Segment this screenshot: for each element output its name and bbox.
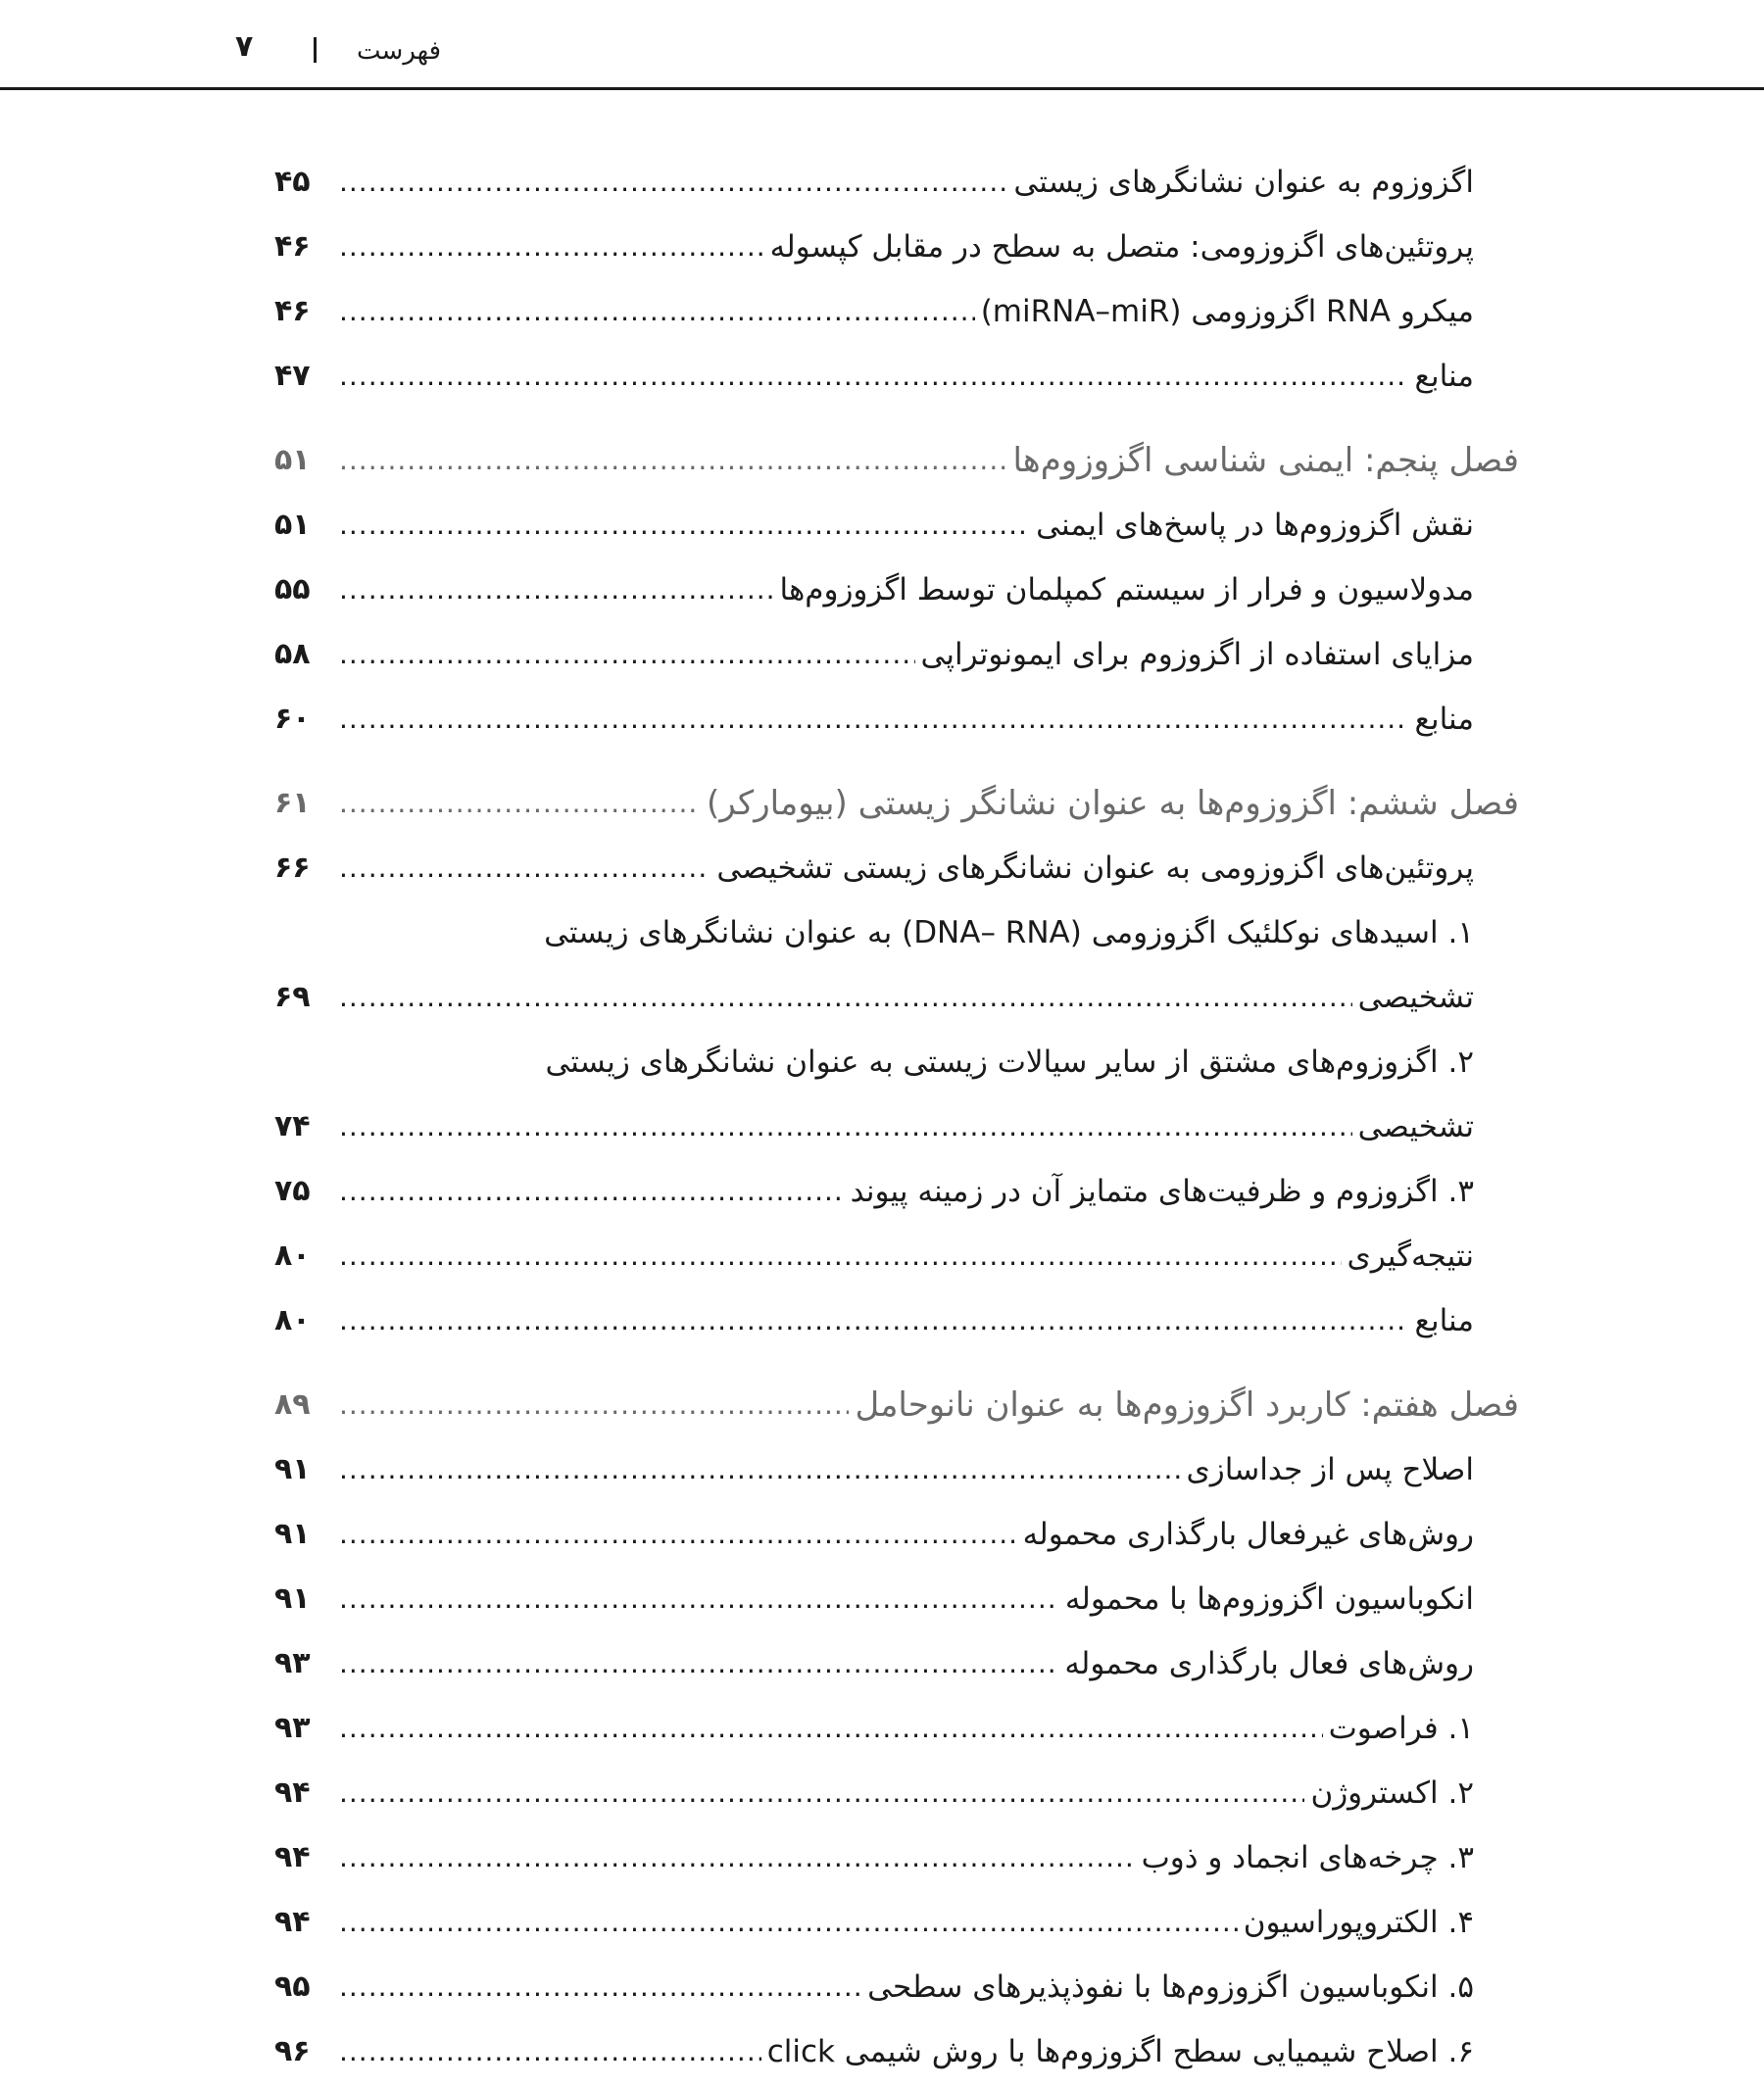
- chapter-page: ۶۱: [274, 786, 311, 820]
- toc-entry-page: ۹۱: [274, 1452, 311, 1486]
- leader-dots: [339, 1903, 1238, 1942]
- toc-entry-title: مزایای استفاده از اگزوزوم برای ایمونوتراپی: [920, 637, 1474, 672]
- toc-entry[interactable]: [274, 1425, 1519, 1489]
- leader-dots: [339, 1644, 1058, 1683]
- toc-entry-title: نتیجه‌گیری: [1347, 1239, 1474, 1274]
- toc-entry-title: ۲. اگزوزوم‌های مشتق از سایر سیالات زیستی به عنوان نشانگرهای زیستی: [545, 1044, 1474, 1080]
- table-of-contents: [274, 137, 1519, 2089]
- toc-chapter-heading[interactable]: [274, 415, 1519, 480]
- toc-entry-title-continued: تشخیصی: [1357, 980, 1474, 1015]
- toc-entry[interactable]: [274, 202, 1519, 267]
- leader-dots: [339, 849, 710, 888]
- toc-entry-page: ۶۹: [274, 980, 311, 1014]
- toc-entry-title: ۳. چرخه‌های انجماد و ذوب: [1141, 1840, 1474, 1875]
- toc-entry-title: ۶. اصلاح شیمیایی سطح اگزوزوم‌ها با روش شیمی click: [766, 2034, 1474, 2069]
- toc-entry[interactable]: [274, 609, 1519, 674]
- toc-entry-page: ۸۰: [274, 1239, 311, 1273]
- toc-entry-page: ۴۶: [274, 229, 311, 264]
- leader-dots: [339, 570, 774, 609]
- toc-entry[interactable]: [274, 1683, 1519, 1748]
- chapter-page: ۵۱: [274, 443, 311, 477]
- leader-dots: [339, 441, 1006, 480]
- leader-dots: [339, 1172, 845, 1211]
- toc-entry-title-continued: تشخیصی: [1357, 1109, 1474, 1144]
- toc-entry-page: ۴۶: [274, 294, 311, 328]
- toc-entry-page: ۷۴: [274, 1109, 311, 1143]
- toc-entry[interactable]: [274, 1276, 1519, 1340]
- toc-entry-page: ۹۴: [274, 1905, 311, 1939]
- chapter-page: ۸۹: [274, 1387, 311, 1422]
- toc-entry-title: منابع: [1414, 702, 1474, 737]
- toc-entry[interactable]: [274, 267, 1519, 331]
- toc-entry-title: منابع: [1414, 1303, 1474, 1338]
- leader-dots: [339, 1968, 861, 2007]
- toc-entry-title: میکرو RNA اگزوزومی (miRNA–miR): [980, 294, 1474, 329]
- toc-entry[interactable]: [274, 1619, 1519, 1683]
- chapter-title: فصل ششم: اگزوزوم‌ها به عنوان نشانگر زیستی (بیومارکر): [707, 784, 1519, 823]
- toc-entry[interactable]: [274, 1146, 1519, 1211]
- leader-dots: [339, 1450, 1181, 1489]
- toc-entry-title: ۱. فراصوت: [1328, 1711, 1474, 1746]
- leader-dots: [339, 700, 1408, 739]
- toc-entry-page: ۶۰: [274, 702, 311, 736]
- toc-entry-title: روش‌های فعال بارگذاری محموله: [1064, 1646, 1474, 1681]
- toc-entry-title: اصلاح پس از جداسازی: [1186, 1452, 1474, 1487]
- toc-entry-title: ۳. اگزوزوم و ظرفیت‌های متمایز آن در زمینه پیوند: [850, 1174, 1474, 1209]
- toc-entry-title: ۲. اکستروژن: [1310, 1775, 1474, 1811]
- leader-dots: [339, 227, 764, 267]
- toc-entry[interactable]: [274, 545, 1519, 609]
- toc-entry[interactable]: [274, 137, 1519, 202]
- toc-entry-page: ۹۶: [274, 2034, 311, 2068]
- toc-entry-title: ۱. اسیدهای نوکلئیک اگزوزومی (DNA– RNA) به عنوان نشانگرهای زیستی: [544, 915, 1474, 950]
- leader-dots: [339, 1301, 1408, 1340]
- toc-entry-page: ۶۶: [274, 850, 311, 885]
- toc-entry[interactable]: [274, 1813, 1519, 1877]
- leader-dots: [339, 357, 1408, 396]
- toc-chapter-7: [274, 1360, 1519, 2071]
- toc-entry-title: منابع: [1414, 359, 1474, 394]
- toc-entry-page: ۹۳: [274, 1711, 311, 1745]
- toc-entry-page: ۵۸: [274, 637, 311, 671]
- leader-dots: [339, 1709, 1323, 1748]
- toc-entry-title: مدولاسیون و فرار از سیستم کمپلمان توسط اگزوزوم‌ها: [779, 572, 1474, 607]
- toc-entry-title: ۵. انکوباسیون اگزوزوم‌ها با نفوذپذیرهای سطحی: [867, 1969, 1474, 2005]
- toc-entry[interactable]: [274, 823, 1519, 888]
- header-page-number: ۷: [235, 29, 254, 64]
- leader-dots: [339, 635, 915, 674]
- toc-entry[interactable]: [274, 1748, 1519, 1813]
- leader-dots: [339, 163, 1007, 202]
- leader-dots: [339, 2032, 761, 2071]
- toc-entry-page: ۵۵: [274, 572, 311, 607]
- toc-entry-line1[interactable]: [274, 1017, 1519, 1082]
- header-separator: [314, 37, 317, 63]
- page-header: [0, 0, 1764, 90]
- toc-entry-title: ۴. الکتروپوراسیون: [1243, 1905, 1474, 1940]
- leader-dots: [339, 506, 1030, 545]
- toc-entry[interactable]: [274, 2007, 1519, 2071]
- toc-entry-line1[interactable]: [274, 888, 1519, 952]
- leader-dots: [339, 784, 701, 823]
- toc-entry-page: ۹۴: [274, 1775, 311, 1810]
- toc-entry-page: ۴۷: [274, 359, 311, 393]
- toc-entry[interactable]: [274, 1877, 1519, 1942]
- toc-entry-title: نقش اگزوزوم‌ها در پاسخ‌های ایمنی: [1036, 508, 1474, 543]
- leader-dots: [339, 1773, 1304, 1813]
- toc-entry-page: ۷۵: [274, 1174, 311, 1208]
- toc-chapter-5: [274, 415, 1519, 739]
- toc-entry-page: ۴۵: [274, 165, 311, 199]
- toc-entry[interactable]: [274, 480, 1519, 545]
- leader-dots: [339, 1579, 1059, 1619]
- toc-entry-page: ۹۳: [274, 1646, 311, 1680]
- toc-chapter-heading[interactable]: [274, 1360, 1519, 1425]
- toc-entry-page: ۸۰: [274, 1303, 311, 1337]
- toc-entry-page: ۹۵: [274, 1969, 311, 2004]
- toc-block-previous-chapter: [274, 137, 1519, 396]
- leader-dots: [339, 1515, 1017, 1554]
- toc-entry-title: اگزوزوم به عنوان نشانگرهای زیستی: [1013, 165, 1474, 200]
- toc-entry-line2[interactable]: [274, 952, 1519, 1017]
- toc-entry-title: انکوباسیون اگزوزوم‌ها با محموله: [1064, 1581, 1474, 1617]
- chapter-title: فصل پنجم: ایمنی شناسی اگزوزوم‌ها: [1012, 441, 1519, 480]
- toc-entry[interactable]: [274, 1211, 1519, 1276]
- toc-entry-title: روش‌های غیرفعال بارگذاری محموله: [1022, 1517, 1474, 1552]
- toc-entry-page: ۹۱: [274, 1581, 311, 1616]
- leader-dots: [339, 1107, 1352, 1146]
- toc-entry-line2[interactable]: [274, 1082, 1519, 1146]
- leader-dots: [339, 1838, 1136, 1877]
- header-section-title: فهرست: [357, 36, 442, 66]
- leader-dots: [339, 292, 975, 331]
- leader-dots: [339, 978, 1352, 1017]
- toc-entry-title: پروتئین‌های اگزوزومی به عنوان نشانگرهای زیستی تشخیصی: [716, 850, 1474, 886]
- toc-chapter-heading[interactable]: [274, 758, 1519, 823]
- leader-dots: [339, 1237, 1342, 1276]
- toc-entry-page: ۵۱: [274, 508, 311, 542]
- toc-entry[interactable]: [274, 1489, 1519, 1554]
- toc-entry[interactable]: [274, 331, 1519, 396]
- toc-entry-page: ۹۴: [274, 1840, 311, 1874]
- toc-chapter-6: [274, 758, 1519, 1340]
- toc-entry[interactable]: [274, 674, 1519, 739]
- toc-entry-title: پروتئین‌های اگزوزومی: متصل به سطح در مقابل کپسوله: [769, 229, 1474, 265]
- toc-entry[interactable]: [274, 1942, 1519, 2007]
- leader-dots: [339, 1385, 849, 1425]
- chapter-title: فصل هفتم: کاربرد اگزوزوم‌ها به عنوان نانوحامل: [855, 1385, 1519, 1425]
- toc-entry-page: ۹۱: [274, 1517, 311, 1551]
- toc-entry[interactable]: [274, 1554, 1519, 1619]
